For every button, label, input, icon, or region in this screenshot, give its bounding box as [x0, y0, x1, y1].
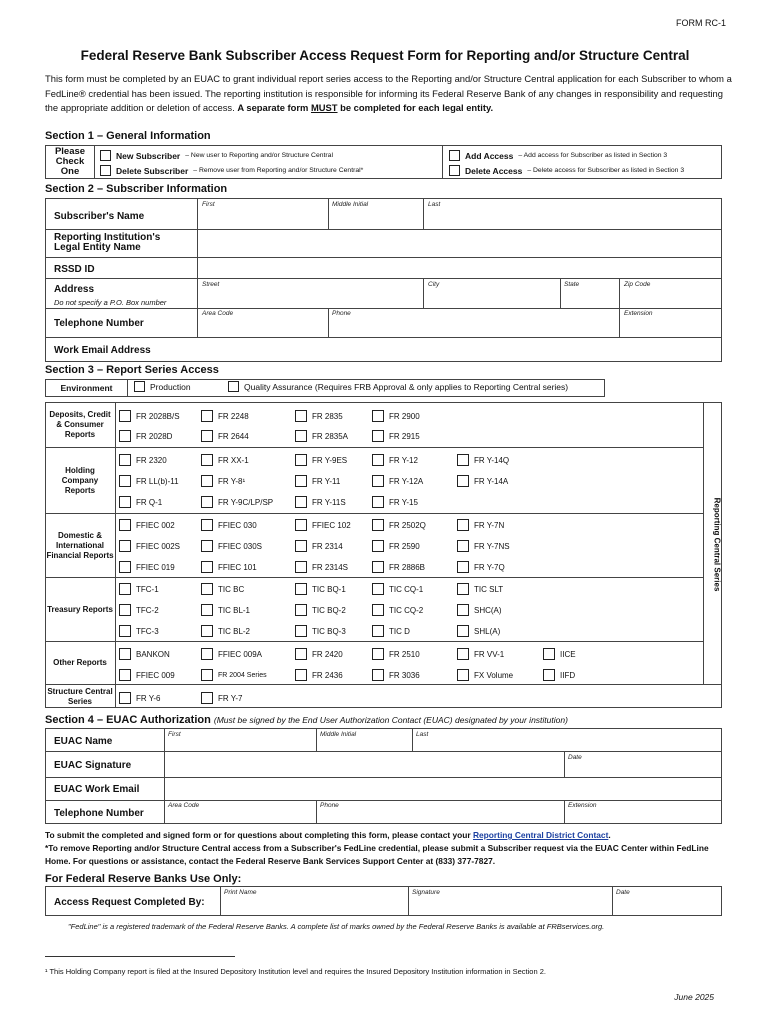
delete-subscriber-checkbox[interactable] [100, 165, 111, 176]
report-checkbox[interactable] [543, 669, 555, 681]
report-checkbox[interactable] [372, 430, 384, 442]
frb-date-caption: Date [616, 889, 630, 896]
report-item[interactable]: FR 2320 [119, 454, 167, 466]
report-checkbox[interactable] [295, 430, 307, 442]
report-item[interactable]: FR Y-7NS [457, 540, 510, 552]
report-item[interactable]: FR Y-9C/LP/SP [201, 496, 273, 508]
report-checkbox[interactable] [201, 604, 213, 616]
report-item[interactable]: BANKON [119, 648, 170, 660]
report-item[interactable]: FR 2314S [295, 561, 348, 573]
rssd-input[interactable] [198, 258, 721, 278]
section2-heading: Section 2 – Subscriber Information [45, 183, 228, 195]
report-item[interactable]: FR 2314 [295, 540, 343, 552]
section2-box [45, 198, 722, 362]
report-item[interactable]: TFC-3 [119, 625, 159, 637]
frb-signature-caption: Signature [412, 889, 440, 896]
report-checkbox[interactable] [372, 669, 384, 681]
report-checkbox[interactable] [372, 625, 384, 637]
report-checkbox[interactable] [119, 692, 131, 704]
middle-initial-caption: Middle Initial [332, 201, 369, 208]
report-checkbox[interactable] [457, 583, 469, 595]
subscriber-name-input[interactable] [198, 207, 721, 229]
report-checkbox[interactable] [201, 669, 213, 681]
report-item[interactable]: FR Q-1 [119, 496, 162, 508]
report-checkbox[interactable] [295, 648, 307, 660]
report-checkbox[interactable] [119, 519, 131, 531]
report-item[interactable]: FR 2886B [372, 561, 425, 573]
euac-signature-label: EUAC Signature [54, 760, 132, 771]
report-item[interactable]: FR 2028B/S [119, 410, 180, 422]
report-item[interactable]: FFIEC 030S [201, 540, 262, 552]
first-name-caption: First [202, 201, 215, 208]
institution-input[interactable] [198, 230, 721, 257]
euac-extension-caption: Extension [568, 802, 597, 809]
euac-date-caption: Date [568, 754, 582, 761]
report-checkbox[interactable] [372, 583, 384, 595]
report-checkbox[interactable] [201, 561, 213, 573]
report-checkbox[interactable] [372, 540, 384, 552]
telephone-label: Telephone Number [54, 318, 144, 329]
section4-heading: Section 4 – EUAC Authorization (Must be signed by the End User Authorization Contact (EUAC) designated by your institution) [45, 714, 568, 726]
report-item[interactable]: FR 2502Q [372, 519, 426, 531]
report-checkbox[interactable] [372, 561, 384, 573]
report-checkbox[interactable] [119, 475, 131, 487]
group-other-label: Other Reports [53, 658, 107, 667]
production-checkbox[interactable] [134, 381, 145, 392]
report-checkbox[interactable] [119, 561, 131, 573]
print-name-caption: Print Name [224, 889, 257, 896]
rssd-label: RSSD ID [54, 264, 95, 275]
intro-text: This form must be completed by an EUAC to grant individual report series access to the Reporting and/or Structure Central application for each Subscriber to whom a FedLine® credential has been issued. The reporting institution is responsible for informing its Federal Reserve Bank of any changes in responsibility and requesting the appropriate addition or deletion of access. A separate form MUST be completed for each legal entity. [45, 73, 732, 113]
group-domestic-label: Domestic & International Financial Reports [46, 530, 114, 560]
report-checkbox[interactable] [119, 583, 131, 595]
phone-caption: Phone [332, 310, 351, 317]
report-item[interactable]: FR 2248 [201, 410, 249, 422]
production-option[interactable]: Production [134, 381, 191, 392]
address-note: Do not specify a P.O. Box number [54, 298, 167, 307]
section3-heading: Section 3 – Report Series Access [45, 364, 219, 376]
report-checkbox[interactable] [119, 648, 131, 660]
euac-middle-caption: Middle Initial [320, 731, 357, 738]
report-checkbox[interactable] [457, 454, 469, 466]
report-item[interactable]: FR Y-7N [457, 519, 504, 531]
group-treasury-label: Treasury Reports [47, 604, 113, 614]
report-item[interactable]: FFIEC 102 [295, 519, 351, 531]
report-checkbox[interactable] [295, 625, 307, 637]
report-checkbox[interactable] [457, 561, 469, 573]
form-id: FORM RC-1 [676, 18, 726, 28]
report-item[interactable]: FR Y-14Q [457, 454, 509, 466]
report-checkbox[interactable] [201, 496, 213, 508]
report-checkbox[interactable] [295, 561, 307, 573]
report-item[interactable]: FR Y-7Q [457, 561, 505, 573]
email-input[interactable] [198, 338, 721, 362]
euac-phone-caption: Phone [320, 802, 339, 809]
frb-use-box [45, 886, 722, 916]
state-caption: State [564, 281, 580, 288]
report-checkbox[interactable] [457, 625, 469, 637]
report-item[interactable]: FR 2004 Series [201, 669, 267, 681]
add-access-option[interactable]: Add Access – Add access for Subscriber as listed in Section 3 [449, 150, 667, 161]
report-item[interactable]: FR 2835 [295, 410, 343, 422]
section4-box [45, 728, 722, 824]
report-item[interactable]: TIC CQ-2 [372, 604, 423, 616]
report-item[interactable]: FR 2900 [372, 410, 420, 422]
report-item[interactable]: TIC BQ-3 [295, 625, 346, 637]
report-item[interactable]: TFC-1 [119, 583, 159, 595]
report-item[interactable]: FFIEC 002 [119, 519, 175, 531]
group-deposits-label: Deposits, Credit & Consumer Reports [49, 410, 111, 439]
report-item[interactable]: SHL(A) [457, 625, 500, 637]
report-item[interactable]: FR Y-8¹ [201, 475, 245, 487]
report-item[interactable]: FR Y-6 [119, 692, 160, 704]
report-checkbox[interactable] [543, 648, 555, 660]
city-caption: City [428, 281, 440, 288]
report-item[interactable]: TIC BC [201, 583, 244, 595]
district-contact-link[interactable]: Reporting Central District Contact [472, 830, 609, 840]
report-checkbox[interactable] [457, 519, 469, 531]
access-completed-label: Access Request Completed By: [54, 897, 205, 908]
report-checkbox[interactable] [119, 430, 131, 442]
report-item[interactable]: TIC SLT [457, 583, 503, 595]
euac-name-label: EUAC Name [54, 736, 113, 747]
new-subscriber-option[interactable]: New Subscriber – New user to Reporting and/or Structure Central [100, 150, 333, 161]
report-checkbox[interactable] [372, 475, 384, 487]
report-item[interactable]: FR XX-1 [201, 454, 249, 466]
footnote: ¹ This Holding Company report is filed at the Insured Depository Institution level and requires the Insured Depository Institution information in Section 2. [45, 967, 546, 976]
report-checkbox[interactable] [119, 625, 131, 637]
report-item[interactable]: FR 2915 [372, 430, 420, 442]
report-checkbox[interactable] [201, 625, 213, 637]
report-checkbox[interactable] [201, 519, 213, 531]
euac-signature-field[interactable] [165, 752, 564, 777]
report-item[interactable]: FX Volume [457, 669, 513, 681]
report-checkbox[interactable] [295, 669, 307, 681]
report-item[interactable]: FR LL(b)-11 [119, 475, 179, 487]
report-checkbox[interactable] [295, 496, 307, 508]
frb-use-heading: For Federal Reserve Banks Use Only: [45, 873, 242, 885]
report-item[interactable]: TIC BL-2 [201, 625, 250, 637]
report-checkbox[interactable] [372, 604, 384, 616]
report-item[interactable]: FFIEC 030 [201, 519, 257, 531]
submission-notes: To submit the completed and signed form or for questions about completing this form, please contact your Reporting Central District Contact. *To remove Reporting and/or Structure Central access from a Subscriber's FedLine credential, please submit a Subscriber request via the EUAC Center within FedLine Home. For questions or assistance, contact the Federal Reserve Bank Services Support Center at (833) 377-7827. [45, 830, 709, 866]
report-checkbox[interactable] [295, 475, 307, 487]
group-structure-label: Structure Central Series [47, 686, 113, 706]
institution-label: Reporting Institution's Legal Entity Name [54, 232, 161, 253]
add-access-checkbox[interactable] [449, 150, 460, 161]
email-label: Work Email Address [54, 345, 151, 356]
report-checkbox[interactable] [372, 496, 384, 508]
report-checkbox[interactable] [295, 540, 307, 552]
group-holding-label: Holding Company Reports [61, 465, 99, 495]
report-checkbox[interactable] [372, 410, 384, 422]
euac-email-input[interactable] [165, 778, 721, 800]
last-name-caption: Last [428, 201, 441, 208]
report-checkbox[interactable] [119, 604, 131, 616]
report-item[interactable]: TIC BQ-2 [295, 604, 346, 616]
report-item[interactable]: FR Y-12A [372, 475, 423, 487]
report-item[interactable]: IIFD [543, 669, 575, 681]
qa-checkbox[interactable] [228, 381, 239, 392]
extension-caption: Extension [624, 310, 653, 317]
report-item[interactable]: TIC BQ-1 [295, 583, 346, 595]
report-item[interactable]: FFIEC 101 [201, 561, 257, 573]
report-item[interactable]: TIC D [372, 625, 410, 637]
euac-telephone-label: Telephone Number [54, 808, 144, 819]
report-item[interactable]: FR Y-14A [457, 475, 508, 487]
report-checkbox[interactable] [119, 540, 131, 552]
report-item[interactable]: FR Y-11S [295, 496, 346, 508]
form-date: June 2025 [674, 992, 714, 1002]
section1-box [45, 145, 722, 179]
report-item[interactable]: FR 2644 [201, 430, 249, 442]
report-item[interactable]: FR 3036 [372, 669, 420, 681]
report-checkbox[interactable] [201, 648, 213, 660]
report-checkbox[interactable] [372, 519, 384, 531]
section1-heading: Section 1 – General Information [45, 130, 211, 142]
report-item[interactable]: FFIEC 009 [119, 669, 175, 681]
report-item[interactable]: TIC CQ-1 [372, 583, 423, 595]
report-checkbox[interactable] [457, 475, 469, 487]
report-item[interactable]: FR Y-15 [372, 496, 418, 508]
area-code-caption: Area Code [202, 310, 234, 317]
report-checkbox[interactable] [119, 454, 131, 466]
report-item[interactable]: FR 2835A [295, 430, 348, 442]
report-item[interactable]: FR 2590 [372, 540, 420, 552]
report-checkbox[interactable] [295, 519, 307, 531]
report-item[interactable]: FR 2420 [295, 648, 343, 660]
report-checkbox[interactable] [119, 669, 131, 681]
report-checkbox[interactable] [119, 496, 131, 508]
report-item[interactable]: FR 2436 [295, 669, 343, 681]
subscriber-name-label: Subscriber's Name [54, 211, 145, 222]
new-subscriber-checkbox[interactable] [100, 150, 111, 161]
report-checkbox[interactable] [372, 454, 384, 466]
report-item[interactable]: FR Y-12 [372, 454, 418, 466]
report-item[interactable]: IICE [543, 648, 576, 660]
delete-subscriber-option[interactable]: Delete Subscriber – Remove user from Reporting and/or Structure Central* [100, 165, 363, 176]
report-checkbox[interactable] [295, 583, 307, 595]
report-item[interactable]: FR Y-7 [201, 692, 242, 704]
zip-caption: Zip Code [624, 281, 651, 288]
report-checkbox[interactable] [201, 540, 213, 552]
address-label: Address [54, 284, 95, 295]
report-item[interactable]: FR VV-1 [457, 648, 504, 660]
report-item[interactable]: FFIEC 019 [119, 561, 175, 573]
report-checkbox[interactable] [119, 410, 131, 422]
delete-access-checkbox[interactable] [449, 165, 460, 176]
report-checkbox[interactable] [372, 648, 384, 660]
report-checkbox[interactable] [295, 410, 307, 422]
euac-first-caption: First [168, 731, 181, 738]
report-item[interactable]: SHC(A) [457, 604, 502, 616]
report-item[interactable]: TFC-2 [119, 604, 159, 616]
qa-option[interactable]: Quality Assurance (Requires FRB Approval & only applies to Reporting Central series) [228, 381, 568, 392]
report-checkbox[interactable] [295, 604, 307, 616]
report-item[interactable]: FR 2028D [119, 430, 172, 442]
report-checkbox[interactable] [201, 692, 213, 704]
report-checkbox[interactable] [201, 430, 213, 442]
street-caption: Street [202, 281, 220, 288]
euac-area-code-caption: Area Code [168, 802, 200, 809]
reporting-central-side-label: Reporting Central Series [712, 497, 722, 592]
report-checkbox[interactable] [295, 454, 307, 466]
please-check-one: Please Check One [46, 146, 95, 178]
report-item[interactable]: FFIEC 002S [119, 540, 180, 552]
report-item[interactable]: FR Y-9ES [295, 454, 347, 466]
report-checkbox[interactable] [457, 540, 469, 552]
report-item[interactable]: FFIEC 009A [201, 648, 262, 660]
environment-row [45, 379, 605, 397]
report-checkbox[interactable] [457, 604, 469, 616]
report-item[interactable]: FR Y-11 [295, 475, 340, 487]
euac-last-caption: Last [416, 731, 429, 738]
report-checkbox[interactable] [457, 669, 469, 681]
euac-email-label: EUAC Work Email [54, 784, 140, 795]
form-title: Federal Reserve Bank Subscriber Access Request Form for Reporting and/or Structure Central [80, 48, 690, 63]
report-item[interactable]: FR 2510 [372, 648, 420, 660]
environment-label: Environment [46, 380, 128, 396]
delete-access-option[interactable]: Delete Access – Delete access for Subscriber as listed in Section 3 [449, 165, 684, 176]
trademark-note: "FedLine" is a registered trademark of the Federal Reserve Banks. A complete list of marks owned by the Federal Reserve Banks is available at FRBservices.org. [68, 922, 605, 931]
report-checkbox[interactable] [201, 475, 213, 487]
report-checkbox[interactable] [201, 410, 213, 422]
report-item[interactable]: TIC BL-1 [201, 604, 250, 616]
report-checkbox[interactable] [201, 454, 213, 466]
report-checkbox[interactable] [457, 648, 469, 660]
report-checkbox[interactable] [201, 583, 213, 595]
